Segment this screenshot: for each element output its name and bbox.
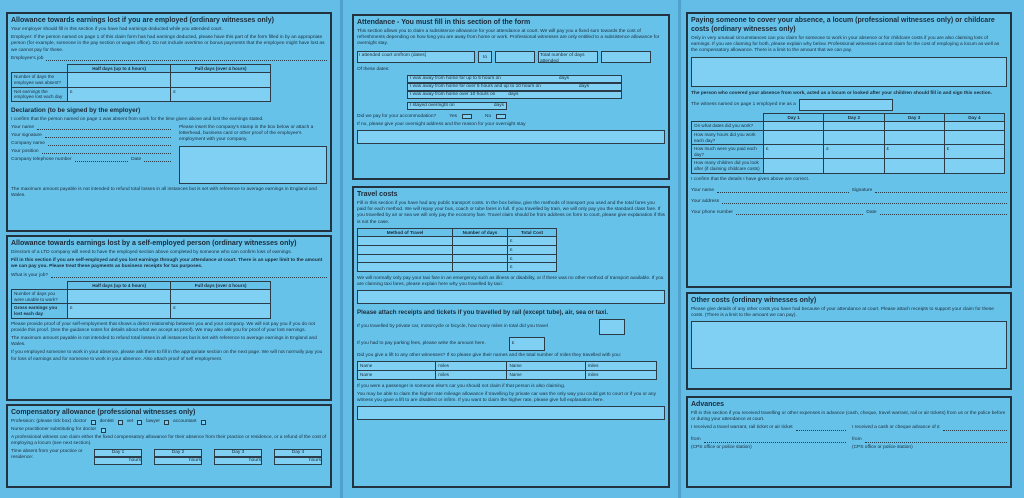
these-dates-label: Of these dates: <box>357 66 390 72</box>
lift-miles-input[interactable]: miles <box>436 362 507 371</box>
warrant-field[interactable] <box>796 426 846 431</box>
cost-input[interactable] <box>508 263 557 272</box>
ltd-note: Directors of a LTD company will need to have the employed section above completed by someone who can confirm loss of earnings. <box>11 250 292 255</box>
explanation-input[interactable] <box>691 57 1007 87</box>
name-label: Your name <box>11 124 35 130</box>
currency-symbol: £ <box>510 264 513 270</box>
name-field[interactable] <box>717 188 849 193</box>
vet-checkbox[interactable] <box>137 420 142 425</box>
parking-question: If you had to pay parking fees, please write the amount here. <box>357 341 486 347</box>
lawyer-checkbox[interactable] <box>164 420 169 425</box>
phone-label: Your phone number <box>691 209 733 215</box>
accommodation-question: Did we pay for your accommodation? <box>357 113 437 119</box>
paid-row-label: How much were you paid each day? <box>692 145 764 159</box>
day1-header: Day 1 <box>764 113 824 122</box>
day1-header: Day 1 <box>94 449 142 457</box>
proof-note: Please provide proof of your self-employment that shows a direct relationship between you and your company. We will not pay you if you do not provide this proof. (See the guidance notes for details about what we accept as proof). We may also ask you for proof of your lost earnings. <box>11 321 316 333</box>
cost-input[interactable] <box>508 246 557 255</box>
stamp-note: Please insert the company's stamp in the box below or attach a letterhead, business card or other proof of the employee's employment with your company. <box>179 124 314 143</box>
doctor-label: doctor <box>73 419 87 424</box>
cps-note: (CPS office or police station) <box>691 445 752 451</box>
day3-header: Day 3 <box>884 113 944 122</box>
row-days-label: Number of days you were unable to work? <box>12 290 68 304</box>
away-5h-input[interactable] <box>407 75 622 83</box>
higher-rate-note: You may be able to claim the higher rate mileage allowance if travelling by private car was the only way you could get to court or if you or any witness you gave a lift to are disabled or infirm. If you want to claim the higher rate, please give full explanation here. <box>357 391 656 403</box>
currency-symbol: £ <box>70 305 73 311</box>
full-days-input[interactable] <box>171 73 271 87</box>
compensatory-section <box>6 404 332 488</box>
warrant-label: I received a travel warrant, rail ticket or air ticket <box>691 425 793 431</box>
nurse-label: Nurse practitioner substituting for doctor <box>11 427 97 432</box>
lift-name-input[interactable]: Name <box>507 362 585 371</box>
currency-symbol: £ <box>946 146 950 152</box>
cash-label: I received a cash or cheque advance of £ <box>852 425 940 431</box>
half-net-input[interactable] <box>68 87 171 101</box>
taxi-reason-input[interactable] <box>357 290 665 304</box>
cell-input[interactable] <box>944 159 1004 173</box>
col-full-days: Full days (over 4 hours) <box>171 64 271 73</box>
someone-note: If you employed someone to work in your absence, please ask them to fill in the appropriate section on the next page. We will not normally pay you for loss of earnings and for someone to work in your absence. Also attach proof of self employment. <box>11 350 323 362</box>
full-net-input[interactable] <box>171 87 271 101</box>
cell-input[interactable] <box>824 122 884 131</box>
currency-symbol: £ <box>510 238 513 244</box>
days-input[interactable] <box>453 246 508 255</box>
signature-field[interactable] <box>875 188 1007 193</box>
half-days-input[interactable] <box>68 73 171 87</box>
cell-input[interactable] <box>944 145 1004 159</box>
travel-costs-section <box>352 186 670 488</box>
other-costs-input[interactable] <box>691 321 1007 369</box>
passenger-note: If you were a passenger in someone else's car you should not claim if that person is also claiming. <box>357 383 566 389</box>
attended-from-input[interactable]: I attended court on/from (dates) <box>357 51 475 63</box>
company-label: Company name <box>11 140 45 146</box>
other-costs-text: Please give details of any other costs you have had because of your attendance at court. Please attach receipts to support your claim for these costs. (There is a limit to the amount we can pay). <box>691 307 994 319</box>
accountant-label: accountant <box>173 419 197 424</box>
person-note: The person who covered your absence from work, acted as a locum or looked after your children should fill in and sign this section. <box>691 90 992 96</box>
confirm-text: I confirm that the details I have given above are correct. <box>691 176 810 182</box>
cell-input[interactable] <box>884 131 944 145</box>
method-input[interactable] <box>358 246 453 255</box>
higher-rate-input[interactable] <box>357 406 665 420</box>
signature-field[interactable] <box>45 133 171 138</box>
hours-unit: hours <box>129 458 141 464</box>
away-10h-label: I was away from home for over 5 hours and up to 10 hours on <box>410 83 541 89</box>
cell-input[interactable] <box>944 122 1004 131</box>
yes-checkbox[interactable] <box>462 114 472 119</box>
fold-line <box>678 0 681 498</box>
date-label: Date <box>131 156 142 162</box>
section-title: Paying someone to cover your absence, a locum (professional witnesses only) or childcare costs (ordinary witnesses only) <box>691 17 995 33</box>
job-label: What is your job? <box>11 272 49 278</box>
employed-as-input[interactable] <box>799 99 893 111</box>
private-miles-input[interactable] <box>599 319 625 335</box>
comp-note: A professional witness can claim either the fixed compensatory allowance for their absence from their practice or residence, or a refund of the cost of employing a locum (see next section). <box>11 435 327 447</box>
method-input[interactable] <box>358 254 453 263</box>
date-field[interactable] <box>144 157 171 162</box>
dates-row-label: On what dates did you work? <box>692 122 764 131</box>
currency-symbol: £ <box>173 88 176 94</box>
col-half-days: Half days (up to 4 hours) <box>68 64 171 73</box>
col-cost: Total Cost <box>508 228 557 237</box>
address-label: Your address <box>691 198 720 204</box>
currency-symbol: £ <box>70 88 73 94</box>
locum-childcare-section <box>686 12 1012 288</box>
section-title: Allowance towards earnings lost by a self-employed person (ordinary witnesses only) <box>11 240 297 247</box>
day4-hours-input[interactable] <box>274 457 322 465</box>
receipts-note: Please attach receipts and tickets if you travelled by rail (except tube), air, sea or taxi. <box>357 309 609 317</box>
overnight-address-input[interactable] <box>357 130 665 144</box>
fill-note: Fill in this section if you are self-employed and you lost earnings through your attendance at court. There is an upper limit to the amount we can pay you. Please treat these payments as business receipts for tax purposes. <box>11 258 323 270</box>
self-earnings-table <box>11 281 271 319</box>
cell-input[interactable] <box>824 145 884 159</box>
day3-hours-input[interactable] <box>214 457 262 465</box>
lift-question: Did you give a lift to any other witnesses? If so please give their names and the total number of miles they travelled with you: <box>357 353 621 359</box>
lift-miles-input[interactable]: miles <box>585 362 656 371</box>
cash-field[interactable] <box>943 426 1007 431</box>
col-method: Method of Travel <box>358 228 453 237</box>
employed-as-label: The witness named on page 1 employed me as a <box>691 101 796 107</box>
declaration-title: Declaration (to be signed by the employer) <box>11 106 141 114</box>
day4-header: Day 4 <box>274 449 322 457</box>
section-title: Attendance - You must fill in this section of the form <box>357 19 531 26</box>
locum-table <box>691 113 1005 174</box>
parking-input[interactable] <box>509 337 545 351</box>
declaration-text: I confirm that the person named on page 1 was absent from work for the time given above and lost the earnings stated. <box>11 116 264 122</box>
days-input[interactable] <box>453 237 508 246</box>
day4-header: Day 4 <box>944 113 1004 122</box>
phone-field[interactable] <box>75 157 129 162</box>
accountant-checkbox[interactable] <box>201 420 206 425</box>
intro-text: Your employer should fill in this section if you have had earnings deducted while you attended court. <box>11 27 223 32</box>
profession-label: Profession: (please tick box) <box>11 419 72 424</box>
section-title: Allowance towards earnings lost if you are employed (ordinary witnesses only) <box>11 17 274 24</box>
away-10h-input[interactable] <box>407 83 622 91</box>
cell-input[interactable] <box>824 131 884 145</box>
hours-unit: hours <box>309 458 321 464</box>
half-gross-input[interactable] <box>68 304 171 318</box>
lift-table <box>357 361 657 379</box>
hours-unit: hours <box>189 458 201 464</box>
section-title: Travel costs <box>357 191 398 198</box>
travel-intro: Fill in this section if you have had any public transport costs. In the box below, give the methods of transport you used and the total fares you paid for each method. We will repay your bus, coach or tube fares in full. If you travelled by train, we will only pay you the standard class fare. If you travelled by air or sea we will only pay the economy fare. Travel claim should be from address on form to court, please give explanation if this is not the case. <box>357 201 665 225</box>
total-days-input[interactable] <box>601 51 651 63</box>
total-days-label: Total number of days attended <box>538 51 598 63</box>
date-field[interactable] <box>880 210 1007 215</box>
cost-input[interactable] <box>508 237 557 246</box>
lift-miles-input[interactable]: miles <box>585 370 656 379</box>
no-label: No <box>485 113 492 119</box>
name-label: Your name <box>691 187 715 193</box>
private-miles-question: If you travelled by private car, motorcycle or bicycle, how many miles in total did you travel <box>357 324 548 330</box>
overnight-label: I stayed overnight on <box>410 102 455 108</box>
no-checkbox[interactable] <box>496 114 506 119</box>
currency-symbol: £ <box>826 146 829 152</box>
cell-input[interactable] <box>824 159 884 173</box>
away-over10h-label: I was away from home over 10 hours on <box>410 91 496 97</box>
currency-symbol: £ <box>766 146 769 152</box>
children-row-label: How many children did you look after (if claiming childcare costs) <box>692 159 764 173</box>
lift-name-input[interactable]: Name <box>507 370 585 379</box>
fold-line <box>340 0 343 498</box>
time-absent-label: Time absent from your practice or residence: <box>11 449 83 461</box>
self-employed-section <box>6 235 332 401</box>
cell-input[interactable] <box>764 145 824 159</box>
cost-input[interactable] <box>508 254 557 263</box>
to-label: to <box>478 51 492 63</box>
section-title: Advances <box>691 401 725 408</box>
locum-intro: Only in very unusual circumstances can you claim for someone to work in your absence or for childcare costs if you are also claiming loss of earnings. If you are claiming for both, please explain why below. Professional witnesses cannot claim for the cost of employing a locum as well as the compensatory allowance. There is a limit to the amount that we can pay. <box>691 36 1000 54</box>
days-input[interactable] <box>453 263 508 272</box>
day2-header: Day 2 <box>154 449 202 457</box>
days-input[interactable] <box>453 254 508 263</box>
day2-header: Day 2 <box>824 113 884 122</box>
day1-hours-input[interactable] <box>94 457 142 465</box>
currency-symbol: £ <box>886 146 890 152</box>
name-field[interactable] <box>37 125 171 130</box>
doctor-checkbox[interactable] <box>91 420 96 425</box>
attendance-section <box>352 14 670 180</box>
cell-input[interactable] <box>884 159 944 173</box>
phone-field[interactable] <box>736 210 863 215</box>
warrant-from-field[interactable] <box>704 438 846 443</box>
cell-input[interactable] <box>764 131 824 145</box>
row-gross-label: Gross earnings you lost each day <box>12 304 68 318</box>
dentist-label: dentist <box>99 419 114 424</box>
dentist-checkbox[interactable] <box>118 420 123 425</box>
phone-label: Company telephone number <box>11 156 72 162</box>
day2-hours-input[interactable] <box>154 457 202 465</box>
employer-note: Employer: If the person named on page 1 of this claim form has had earnings deducted, please have this part of the form filled in by an appropriate person (for example, someone in the pay section or wages office). Do not include overtime or bonus payments that the employee might have lost as we cannot pay for these. <box>11 35 325 53</box>
currency-symbol: £ <box>510 247 513 252</box>
from-label: from <box>691 437 701 443</box>
full-gross-input[interactable] <box>171 304 271 318</box>
signature-label: Signature <box>851 187 873 193</box>
col-half-days: Half days (up to 4 hours) <box>68 281 171 290</box>
hours-unit: hours <box>249 458 261 464</box>
row-days-label: Number of days the employee was absent? <box>12 73 68 87</box>
cash-from-field[interactable] <box>865 438 1007 443</box>
currency-symbol: £ <box>173 305 176 311</box>
date-label: Date <box>866 209 877 215</box>
employed-earnings-section <box>6 12 332 232</box>
hours-row-label: How many hours did you work each day? <box>692 131 764 145</box>
overnight-input[interactable] <box>407 102 507 110</box>
nurse-checkbox[interactable] <box>101 428 106 433</box>
attended-to-input[interactable] <box>495 51 535 63</box>
away-5h-label: I was away from home for up to 5 hours on <box>410 75 501 81</box>
position-label: Your position <box>11 148 39 154</box>
lift-name-input[interactable]: Name <box>358 370 436 379</box>
other-costs-section <box>686 292 1012 390</box>
taxi-note: We will normally only pay your taxi fare in an emergency such as illness or disability, or if there was no other method of transport available. If you are claiming taxi fares, please explain here why you travelled by taxi: <box>357 275 664 287</box>
col-full-days: Full days (over 4 hours) <box>171 281 271 290</box>
vet-label: vet <box>126 419 134 424</box>
days-unit: days <box>493 102 504 108</box>
company-field[interactable] <box>48 141 171 146</box>
lift-miles-input[interactable]: miles <box>436 370 507 379</box>
days-unit: days <box>558 75 569 81</box>
half-days-input[interactable] <box>68 290 171 304</box>
cell-input[interactable] <box>764 159 824 173</box>
max-note: The maximum amount payable is not intended to refund total losses in all instances but is set with reference to average earnings in England and Wales. <box>11 186 317 198</box>
travel-table <box>357 228 557 272</box>
method-input[interactable] <box>358 263 453 272</box>
full-days-input[interactable] <box>171 290 271 304</box>
stamp-box[interactable] <box>179 146 327 184</box>
day3-header: Day 3 <box>214 449 262 457</box>
col-days: Number of days <box>453 228 508 237</box>
accommodation-note: If no, please give your overnight address and the reason for your overnight stay <box>357 121 526 127</box>
cell-input[interactable] <box>884 122 944 131</box>
address-field[interactable] <box>722 199 1007 204</box>
section-title: Other costs (ordinary witnesses only) <box>691 297 817 304</box>
position-field[interactable] <box>42 149 171 154</box>
job-field[interactable] <box>46 56 327 61</box>
earnings-table <box>11 64 271 102</box>
cell-input[interactable] <box>764 122 824 131</box>
row-net-label: Net earnings the employee lost each day <box>12 87 68 101</box>
cps-note: (CPS office or police station) <box>852 445 913 451</box>
days-unit: days <box>578 83 589 89</box>
cell-input[interactable] <box>884 145 944 159</box>
job-field[interactable] <box>51 273 327 278</box>
lawyer-label: lawyer <box>146 419 161 424</box>
method-input[interactable] <box>358 237 453 246</box>
max-note: The maximum amount payable is not intended to refund total losses in all instances but is set with reference to average earnings in England and Wales. <box>11 335 317 348</box>
yes-label: Yes <box>449 113 458 119</box>
away-over10h-input[interactable] <box>407 91 622 99</box>
currency-symbol: £ <box>511 341 515 347</box>
advances-text: Fill in this section if you received travelling or other expenses in advance (cash, cheque, travel warrant, rail or air tickets) from us or the police before or during your attendance at court. <box>691 411 1006 423</box>
section-title: Compensatory allowance (professional witnesses only) <box>11 409 196 416</box>
lift-name-input[interactable]: Name <box>358 362 436 371</box>
currency-symbol: £ <box>510 255 513 261</box>
attendance-intro: This section allows you to claim a subsistence allowance for your attendance at court. We will pay you a fixed sum towards the cost of refreshments depending on how long you are away from home or work. Professional witnesses are only entitled to a subsistence allowance for overnight stay. <box>357 29 660 47</box>
from-label: from <box>852 437 862 443</box>
job-label: Employee's job <box>11 55 44 61</box>
days-unit: days <box>508 91 519 97</box>
advances-section <box>686 396 1012 488</box>
cell-input[interactable] <box>944 131 1004 145</box>
signature-label: Your signature <box>11 132 42 138</box>
